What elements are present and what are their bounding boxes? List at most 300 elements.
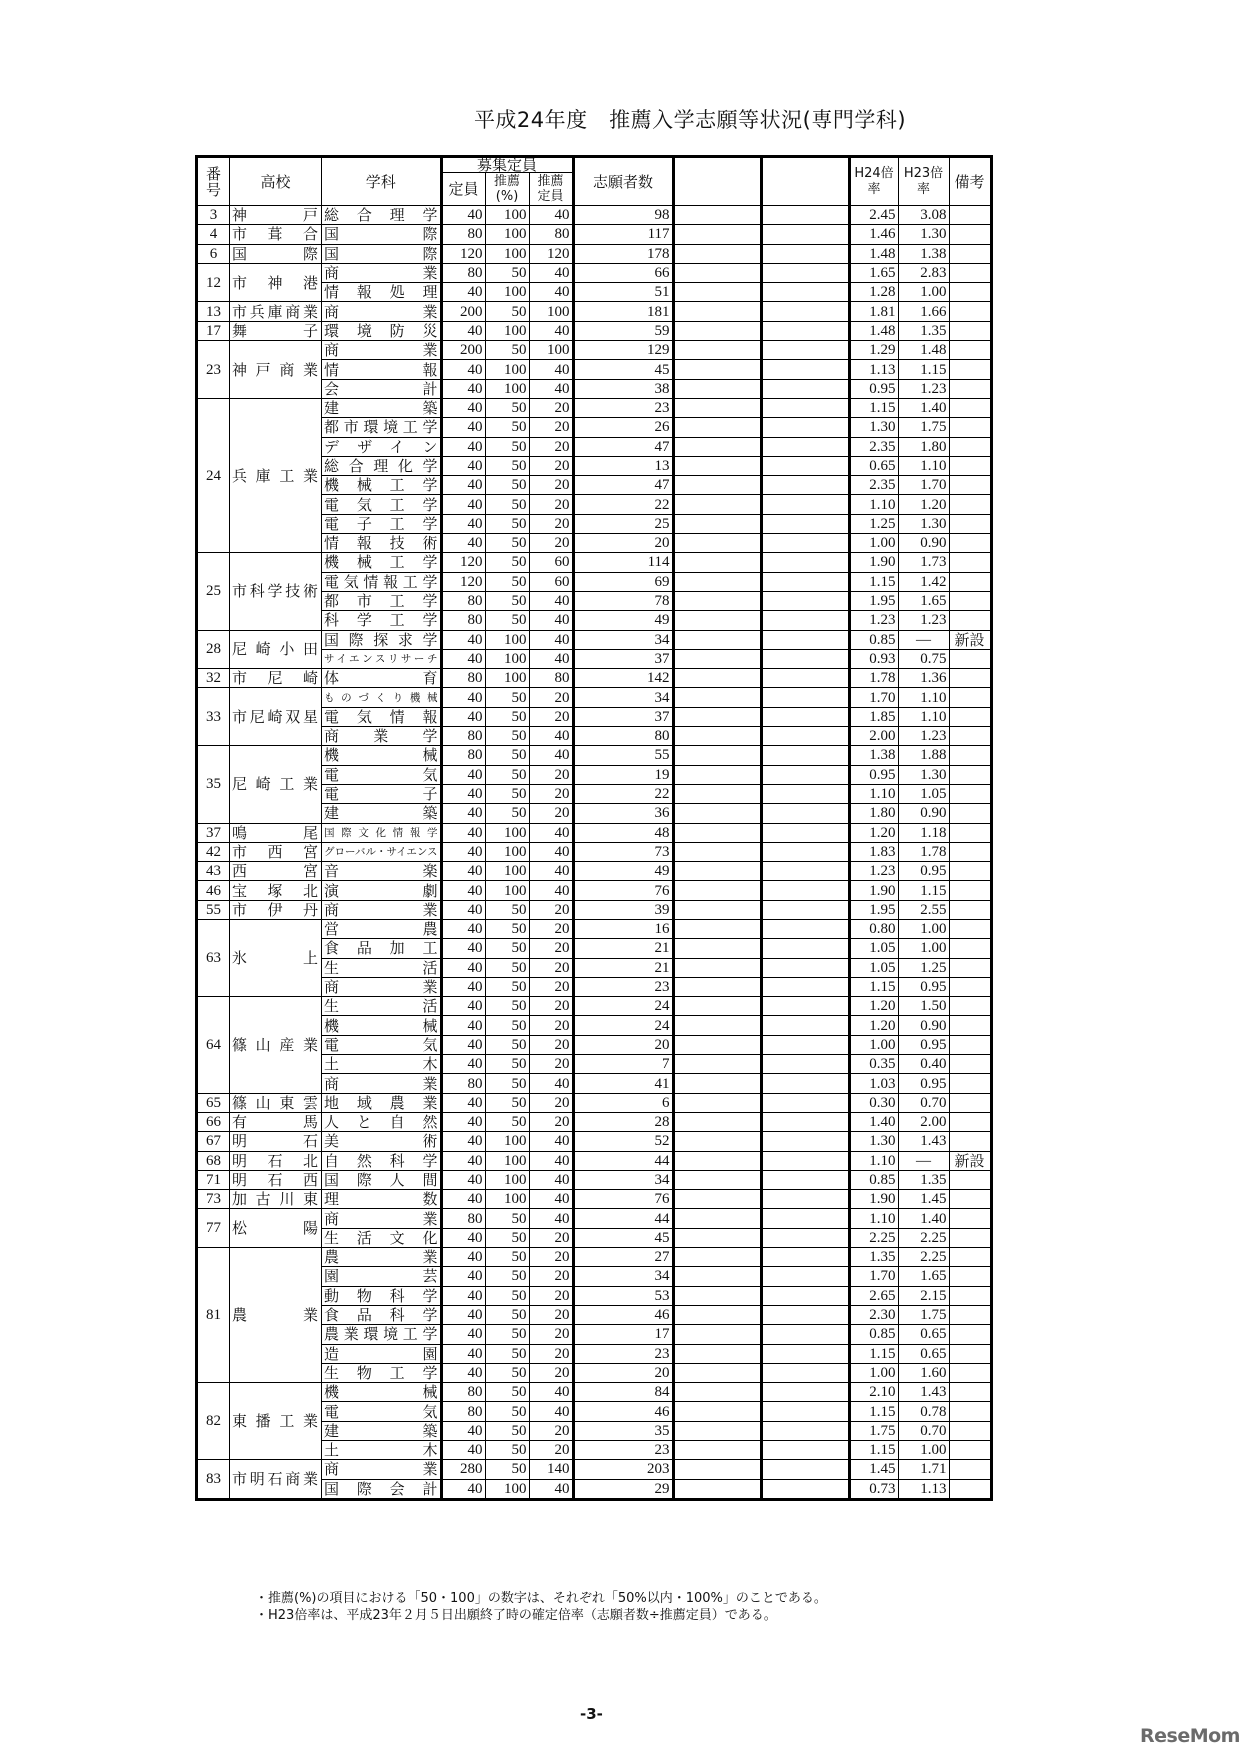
h24-ratio: 1.30 (849, 1132, 898, 1151)
h23-ratio: 1.40 (898, 398, 949, 417)
remarks (949, 456, 991, 475)
school-name: 市科学技術 (230, 553, 322, 630)
recommend-capacity: 20 (529, 514, 573, 533)
department: 国際会計 (322, 1479, 442, 1499)
applicants: 35 (573, 1421, 673, 1440)
blank-cell (761, 881, 849, 900)
table-row (197, 1151, 992, 1170)
blank-cell (673, 1479, 761, 1499)
capacity: 40 (441, 804, 485, 823)
school-number: 3 (197, 206, 230, 225)
recommend-capacity: 40 (529, 1190, 573, 1209)
recommend-pct: 50 (485, 1460, 529, 1479)
department: 機 械 (322, 746, 442, 765)
school-number: 73 (197, 1190, 230, 1209)
h23-ratio: 0.90 (898, 1016, 949, 1035)
blank-cell (673, 900, 761, 919)
table-row (197, 746, 992, 765)
applicants: 37 (573, 649, 673, 668)
h23-ratio: 1.43 (898, 1132, 949, 1151)
remarks (949, 1093, 991, 1112)
capacity: 40 (441, 765, 485, 784)
capacity: 120 (441, 553, 485, 572)
recommend-pct: 100 (485, 1170, 529, 1189)
recommend-capacity: 20 (529, 1267, 573, 1286)
school-number: 13 (197, 302, 230, 321)
recommend-pct: 100 (485, 225, 529, 244)
footnotes (255, 1590, 827, 1624)
recommend-capacity: 40 (529, 1383, 573, 1402)
h24-ratio: 1.13 (849, 360, 898, 379)
blank-cell (673, 881, 761, 900)
applicants: 23 (573, 977, 673, 996)
blank-cell (761, 206, 849, 225)
recommend-pct: 50 (485, 1093, 529, 1112)
capacity: 40 (441, 919, 485, 938)
applicants: 20 (573, 1363, 673, 1382)
table-row (197, 919, 992, 938)
blank-cell (673, 206, 761, 225)
recommend-capacity: 40 (529, 1209, 573, 1228)
h23-ratio: 1.23 (898, 379, 949, 398)
applicants: 23 (573, 398, 673, 417)
capacity: 40 (441, 1267, 485, 1286)
table-row (197, 398, 992, 417)
blank-cell (673, 746, 761, 765)
recommend-pct: 100 (485, 244, 529, 263)
recommend-capacity: 20 (529, 418, 573, 437)
blank-cell (673, 341, 761, 360)
applicants: 20 (573, 534, 673, 553)
h24-ratio: 1.95 (849, 591, 898, 610)
blank-cell (761, 1344, 849, 1363)
applicants: 38 (573, 379, 673, 398)
applicants: 6 (573, 1093, 673, 1112)
recommend-capacity: 40 (529, 321, 573, 340)
capacity: 40 (441, 1325, 485, 1344)
recommend-pct: 50 (485, 1402, 529, 1421)
capacity: 40 (441, 1093, 485, 1112)
applicants: 44 (573, 1209, 673, 1228)
recommend-capacity: 20 (529, 1344, 573, 1363)
h24-ratio: 2.30 (849, 1305, 898, 1324)
school-name: 神 戸 (230, 206, 322, 225)
blank-cell (761, 977, 849, 996)
header-rec-cap: 推薦定員 (529, 173, 573, 206)
table-row (197, 1093, 992, 1112)
school-name: 国 際 (230, 244, 322, 263)
blank-cell (673, 1248, 761, 1267)
header-dept: 学科 (322, 157, 442, 206)
applicants: 13 (573, 456, 673, 475)
recommend-pct: 100 (485, 1132, 529, 1151)
remarks (949, 418, 991, 437)
applicants: 47 (573, 437, 673, 456)
blank-cell (673, 534, 761, 553)
recommend-pct: 50 (485, 688, 529, 707)
department: 土 木 (322, 1441, 442, 1460)
department: グローバル・サイエンス (322, 842, 442, 861)
remarks (949, 1170, 991, 1189)
blank-cell (761, 360, 849, 379)
blank-cell (673, 591, 761, 610)
blank-cell (673, 630, 761, 649)
school-name: 尼崎工業 (230, 746, 322, 823)
h23-ratio: 1.42 (898, 572, 949, 591)
school-number: 6 (197, 244, 230, 263)
blank-cell (673, 649, 761, 668)
remarks (949, 476, 991, 495)
applicants: 34 (573, 630, 673, 649)
recommend-capacity: 40 (529, 379, 573, 398)
school-number: 63 (197, 919, 230, 996)
h23-ratio: 1.60 (898, 1363, 949, 1382)
school-name: 尼崎小田 (230, 630, 322, 669)
recommend-capacity: 20 (529, 1286, 573, 1305)
applicants: 69 (573, 572, 673, 591)
blank-cell (673, 939, 761, 958)
blank-cell (761, 997, 849, 1016)
h24-ratio: 1.70 (849, 1267, 898, 1286)
blank-cell (761, 727, 849, 746)
h24-ratio: 0.95 (849, 765, 898, 784)
h23-ratio: 1.45 (898, 1190, 949, 1209)
remarks (949, 398, 991, 417)
recommend-pct: 50 (485, 958, 529, 977)
department: 電 子 (322, 784, 442, 803)
recommend-pct: 50 (485, 534, 529, 553)
applicants: 37 (573, 707, 673, 726)
h24-ratio: 1.90 (849, 881, 898, 900)
department: 生 活 (322, 958, 442, 977)
applicants: 114 (573, 553, 673, 572)
blank-cell (761, 1325, 849, 1344)
h23-ratio: 1.38 (898, 244, 949, 263)
blank-cell (761, 244, 849, 263)
recommend-pct: 100 (485, 842, 529, 861)
blank-cell (761, 688, 849, 707)
recommend-pct: 100 (485, 1479, 529, 1499)
department: 電 気 (322, 765, 442, 784)
capacity: 40 (441, 437, 485, 456)
blank-cell (673, 727, 761, 746)
h24-ratio: 1.75 (849, 1421, 898, 1440)
recommend-capacity: 20 (529, 437, 573, 456)
school-number: 17 (197, 321, 230, 340)
recommend-capacity: 20 (529, 534, 573, 553)
h24-ratio: 1.23 (849, 611, 898, 630)
blank-cell (673, 707, 761, 726)
blank-cell (673, 553, 761, 572)
blank-cell (761, 1132, 849, 1151)
recommend-capacity: 60 (529, 553, 573, 572)
header-blank-2 (761, 157, 849, 206)
capacity: 40 (441, 1151, 485, 1170)
remarks (949, 1460, 991, 1479)
department: 演 劇 (322, 881, 442, 900)
recommend-capacity: 120 (529, 244, 573, 263)
applicants: 7 (573, 1055, 673, 1074)
applicants: 129 (573, 341, 673, 360)
recommend-capacity: 40 (529, 591, 573, 610)
remarks (949, 283, 991, 302)
recommend-capacity: 20 (529, 1248, 573, 1267)
h24-ratio: 2.25 (849, 1228, 898, 1247)
department: 美 術 (322, 1132, 442, 1151)
applicants: 47 (573, 476, 673, 495)
school-name: 神戸商業 (230, 341, 322, 399)
blank-cell (761, 1267, 849, 1286)
school-number: 77 (197, 1209, 230, 1248)
remarks (949, 1441, 991, 1460)
blank-cell (761, 263, 849, 282)
department: 国際探求学 (322, 630, 442, 649)
h24-ratio: 1.85 (849, 707, 898, 726)
applicants: 17 (573, 1325, 673, 1344)
h24-ratio: 1.20 (849, 1016, 898, 1035)
recommend-pct: 50 (485, 1421, 529, 1440)
capacity: 40 (441, 1016, 485, 1035)
school-number: 37 (197, 823, 230, 842)
h24-ratio: 2.10 (849, 1383, 898, 1402)
h24-ratio: 1.90 (849, 553, 898, 572)
h23-ratio: 0.65 (898, 1325, 949, 1344)
h23-ratio: 1.10 (898, 688, 949, 707)
blank-cell (761, 823, 849, 842)
applicants: 66 (573, 263, 673, 282)
recommend-capacity: 80 (529, 669, 573, 688)
blank-cell (761, 1402, 849, 1421)
applicants: 22 (573, 495, 673, 514)
h23-ratio: — (898, 1151, 949, 1170)
blank-cell (761, 418, 849, 437)
h24-ratio: 1.65 (849, 263, 898, 282)
blank-cell (673, 862, 761, 881)
recommend-capacity: 20 (529, 456, 573, 475)
table-row (197, 321, 992, 340)
recommend-capacity: 20 (529, 900, 573, 919)
remarks (949, 379, 991, 398)
h23-ratio: 1.13 (898, 1479, 949, 1499)
blank-cell (673, 977, 761, 996)
blank-cell (673, 919, 761, 938)
applicants: 181 (573, 302, 673, 321)
applicants: 80 (573, 727, 673, 746)
recommend-capacity: 20 (529, 688, 573, 707)
h23-ratio: 1.48 (898, 341, 949, 360)
blank-cell (761, 1035, 849, 1054)
blank-cell (761, 476, 849, 495)
h24-ratio: 0.65 (849, 456, 898, 475)
recommend-pct: 50 (485, 1228, 529, 1247)
remarks (949, 611, 991, 630)
applicants: 78 (573, 591, 673, 610)
applicants: 23 (573, 1344, 673, 1363)
applications-table (195, 155, 993, 1501)
watermark-logo: ReseMom (1140, 1725, 1240, 1747)
capacity: 40 (441, 784, 485, 803)
h23-ratio: 0.95 (898, 1074, 949, 1093)
school-number: 43 (197, 862, 230, 881)
recommend-capacity: 100 (529, 302, 573, 321)
recommend-pct: 50 (485, 1286, 529, 1305)
department: 商 業 (322, 263, 442, 282)
applicants: 203 (573, 1460, 673, 1479)
h23-ratio: 1.23 (898, 727, 949, 746)
h23-ratio: 1.70 (898, 476, 949, 495)
department: 科学工学 (322, 611, 442, 630)
blank-cell (673, 1016, 761, 1035)
applicants: 53 (573, 1286, 673, 1305)
recommend-capacity: 20 (529, 804, 573, 823)
blank-cell (673, 1035, 761, 1054)
recommend-pct: 100 (485, 862, 529, 881)
school-number: 35 (197, 746, 230, 823)
blank-cell (761, 514, 849, 533)
h24-ratio: 1.10 (849, 1151, 898, 1170)
school-name: 松 陽 (230, 1209, 322, 1248)
capacity: 40 (441, 1363, 485, 1382)
h24-ratio: 1.20 (849, 997, 898, 1016)
table-row (197, 900, 992, 919)
recommend-capacity: 40 (529, 842, 573, 861)
recommend-pct: 100 (485, 823, 529, 842)
remarks (949, 746, 991, 765)
h24-ratio: 1.28 (849, 283, 898, 302)
school-number: 82 (197, 1383, 230, 1460)
recommend-pct: 50 (485, 707, 529, 726)
capacity: 40 (441, 688, 485, 707)
recommend-capacity: 20 (529, 1421, 573, 1440)
remarks (949, 1132, 991, 1151)
school-name: 明 石 西 (230, 1170, 322, 1189)
recommend-pct: 100 (485, 206, 529, 225)
recommend-pct: 50 (485, 1383, 529, 1402)
remarks (949, 688, 991, 707)
applicants: 52 (573, 1132, 673, 1151)
school-number: 66 (197, 1112, 230, 1131)
header-recruit-group: 募集定員 (441, 157, 573, 173)
h24-ratio: 1.15 (849, 1344, 898, 1363)
capacity: 40 (441, 456, 485, 475)
applicants: 45 (573, 1228, 673, 1247)
h23-ratio: 0.65 (898, 1344, 949, 1363)
blank-cell (673, 1460, 761, 1479)
h24-ratio: 1.40 (849, 1112, 898, 1131)
blank-cell (761, 1286, 849, 1305)
blank-cell (673, 244, 761, 263)
recommend-pct: 50 (485, 727, 529, 746)
footnote: ・H23倍率は、平成23年２月５日出願終了時の確定倍率（志願者数÷推薦定員）である。 (255, 1608, 777, 1623)
recommend-capacity: 20 (529, 1112, 573, 1131)
capacity: 40 (441, 881, 485, 900)
h24-ratio: 2.45 (849, 206, 898, 225)
recommend-capacity: 20 (529, 1055, 573, 1074)
blank-cell (673, 1441, 761, 1460)
blank-cell (761, 900, 849, 919)
capacity: 40 (441, 630, 485, 649)
h23-ratio: 0.75 (898, 649, 949, 668)
blank-cell (673, 321, 761, 340)
blank-cell (761, 1016, 849, 1035)
recommend-capacity: 20 (529, 784, 573, 803)
capacity: 40 (441, 1344, 485, 1363)
recommend-capacity: 40 (529, 263, 573, 282)
recommend-pct: 100 (485, 881, 529, 900)
capacity: 40 (441, 1286, 485, 1305)
remarks (949, 437, 991, 456)
blank-cell (761, 1074, 849, 1093)
remarks (949, 823, 991, 842)
capacity: 40 (441, 476, 485, 495)
blank-cell (761, 1209, 849, 1228)
blank-cell (673, 1112, 761, 1131)
table-row (197, 688, 992, 707)
h23-ratio: 1.00 (898, 919, 949, 938)
department: デザイン (322, 437, 442, 456)
blank-cell (673, 669, 761, 688)
department: 商 業 (322, 1460, 442, 1479)
school-number: 42 (197, 842, 230, 861)
recommend-pct: 50 (485, 263, 529, 282)
recommend-pct: 50 (485, 1035, 529, 1054)
blank-cell (761, 321, 849, 340)
table-body (197, 206, 992, 1500)
blank-cell (673, 1209, 761, 1228)
applicants: 46 (573, 1305, 673, 1324)
remarks (949, 977, 991, 996)
applicants: 26 (573, 418, 673, 437)
applicants: 73 (573, 842, 673, 861)
remarks (949, 263, 991, 282)
blank-cell (673, 1055, 761, 1074)
remarks (949, 1016, 991, 1035)
h23-ratio: 1.75 (898, 1305, 949, 1324)
capacity: 200 (441, 341, 485, 360)
blank-cell (761, 1421, 849, 1440)
department: 会 計 (322, 379, 442, 398)
department: 自然科学 (322, 1151, 442, 1170)
school-number: 64 (197, 997, 230, 1093)
blank-cell (673, 1363, 761, 1382)
h23-ratio: 1.43 (898, 1383, 949, 1402)
recommend-capacity: 40 (529, 1170, 573, 1189)
capacity: 80 (441, 611, 485, 630)
applicants: 29 (573, 1479, 673, 1499)
remarks (949, 862, 991, 881)
recommend-pct: 50 (485, 495, 529, 514)
blank-cell (761, 1479, 849, 1499)
recommend-pct: 50 (485, 1112, 529, 1131)
recommend-pct: 100 (485, 1151, 529, 1170)
h23-ratio: 1.10 (898, 707, 949, 726)
remarks (949, 649, 991, 668)
recommend-capacity: 20 (529, 707, 573, 726)
department: 機 械 (322, 1016, 442, 1035)
remarks (949, 206, 991, 225)
department: 機械工学 (322, 553, 442, 572)
table-row (197, 263, 992, 282)
applicants: 76 (573, 1190, 673, 1209)
recommend-pct: 50 (485, 1267, 529, 1286)
blank-cell (673, 1305, 761, 1324)
capacity: 40 (441, 1421, 485, 1440)
school-name: 舞 子 (230, 321, 322, 340)
recommend-capacity: 40 (529, 1479, 573, 1499)
department: 農 業 (322, 1248, 442, 1267)
capacity: 80 (441, 727, 485, 746)
department: 造 園 (322, 1344, 442, 1363)
